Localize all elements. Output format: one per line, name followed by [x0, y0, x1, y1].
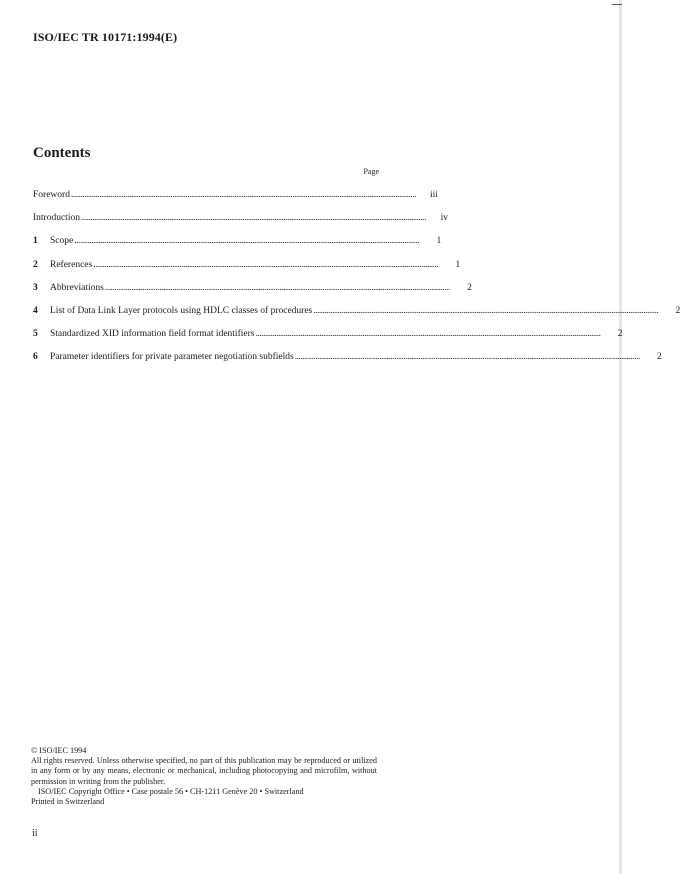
- toc-entry-page: 2: [657, 352, 662, 363]
- toc-entry-title: Standardized XID information field format identifiers: [50, 329, 255, 340]
- toc-entry-page: 1: [436, 236, 442, 247]
- contents-heading: Contents: [33, 145, 91, 161]
- toc-leader-dots: ........................................................................................................................................................................................: [255, 329, 601, 340]
- toc-entry-title: Abbreviations: [50, 282, 104, 293]
- toc-entry-number: 1: [33, 236, 38, 247]
- toc-entry-number: 3: [33, 282, 38, 293]
- toc-leader-dots: ........................................................................................................................................................................................: [80, 213, 426, 224]
- toc-entry-title: References: [50, 259, 93, 270]
- toc-entry-title: Introduction: [33, 213, 80, 224]
- rights-statement: All rights reserved. Unless otherwise specified, no part of this publication may be reproduced or utilized in any form or by any means, electronic or mechanical, including photocopying and microfilm, without permission in writing from the publisher.: [31, 756, 377, 786]
- toc-leader-dots: ........................................................................................................................................................................................: [104, 282, 450, 293]
- copyright-office-address: ISO/IEC Copyright Office • Case postale 56 • CH-1211 Genève 20 • Switzerland: [38, 786, 304, 796]
- toc-leader-dots: ........................................................................................................................................................................................: [93, 259, 439, 270]
- toc-entry-title: Scope: [50, 236, 74, 247]
- toc-leader-dots: ........................................................................................................................................................................................: [294, 352, 640, 363]
- copyright-line: © ISO/IEC 1994: [31, 746, 87, 755]
- toc-leader-dots: ........................................................................................................................................................................................: [313, 305, 659, 316]
- toc-entry-title: Foreword: [33, 190, 70, 200]
- toc-entry-scope[interactable]: [33, 230, 442, 253]
- toc-entry-number: 2: [33, 259, 38, 270]
- toc-entry-xid-identifiers[interactable]: [33, 323, 623, 346]
- toc-entry-introduction[interactable]: [33, 207, 448, 230]
- toc-entry-page: 2: [467, 282, 472, 293]
- copyright-notice: [31, 746, 377, 807]
- toc-entry-foreword[interactable]: [33, 184, 438, 207]
- toc-entry-number: 4: [33, 305, 38, 316]
- toc-leader-dots: ........................................................................................................................................................................................: [74, 236, 420, 247]
- document-id: ISO/IEC TR 10171:1994(E): [33, 30, 178, 44]
- toc-entry-number: 5: [33, 329, 38, 340]
- toc-entry-references[interactable]: [33, 254, 461, 277]
- toc-entry-page: 2: [617, 329, 623, 340]
- printed-in-line: Printed in Switzerland: [31, 797, 105, 807]
- toc-entry-page: 1: [455, 259, 461, 270]
- page-edge-shadow: [619, 0, 622, 874]
- corner-mark: [612, 4, 622, 5]
- toc-entry-abbreviations[interactable]: [33, 277, 472, 300]
- toc-entry-page: iii: [430, 190, 438, 200]
- table-of-contents: [33, 184, 680, 370]
- toc-entry-number: 6: [33, 352, 38, 363]
- page-column-label: Page: [363, 167, 379, 176]
- toc-leader-dots: ........................................................................................................................................................................................: [70, 190, 416, 200]
- toc-entry-title: Parameter identifiers for private parameter negotiation subfields: [50, 352, 294, 363]
- toc-entry-page: iv: [440, 213, 448, 224]
- toc-entry-protocols-list[interactable]: [33, 300, 680, 323]
- toc-entry-parameter-identifiers[interactable]: [33, 346, 662, 369]
- toc-entry-title: List of Data Link Layer protocols using HDLC classes of procedures: [50, 305, 313, 316]
- toc-entry-page: 2: [675, 305, 680, 316]
- page-number: ii: [32, 828, 38, 839]
